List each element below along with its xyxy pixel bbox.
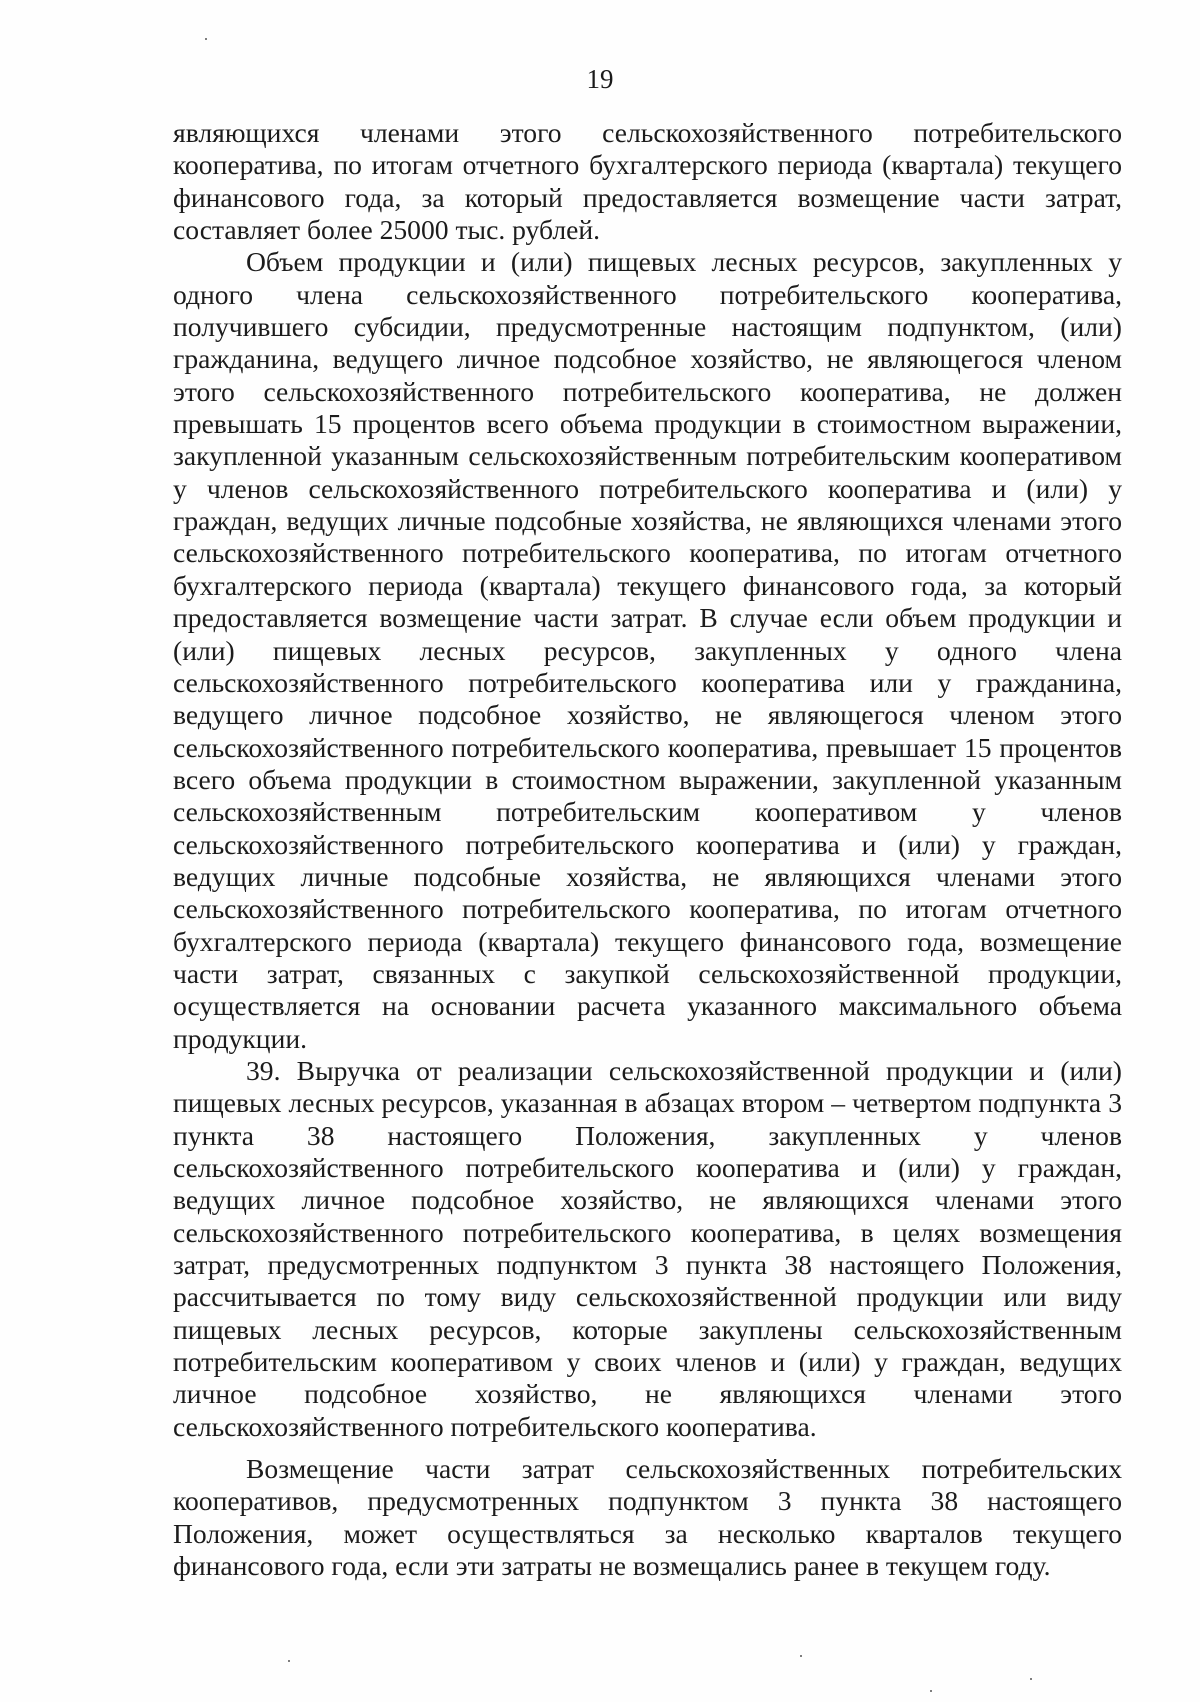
scan-speck [930,1690,932,1692]
paragraph-reimbursement: Возмещение части затрат сельскохозяйственных потребительских кооперативов, предусмотренных подпунктом 3 пункта 38 настоящего Положения, может осуществляться за несколько кварталов текущего финансового года, если эти затраты не возмещались ранее в текущем году. [173,1453,1122,1582]
scan-speck [1030,1678,1032,1680]
scan-speck [205,38,207,40]
paragraph-purchase-volume: Объем продукции и (или) пищевых лесных ресурсов, закупленных у одного члена сельскохозяйственного потребительского кооператива, получившего субсидии, предусмотренные настоящим подпунктом, (или) гражданина, ведущего личное подсобное хозяйство, не являющегося членом этого сельскохозяйственного потребительского кооператива, не должен превышать 15 процентов всего объема продукции в стоимостном выражении, закупленной указанным сельскохозяйственным потребительским кооперативом у членов сельскохозяйственного потребительского кооператива и (или) у граждан, ведущих личные подсобные хозяйства, не являющихся членами этого сельскохозяйственного потребительского кооператива, по итогам отчетного бухгалтерского периода (квартала) текущего финансового года, за который предоставляется возмещение части затрат. В случае если объем продукции и (или) пищевых лесных ресурсов, закупленных у одного члена сельскохозяйственного потребительского кооператива или у гражданина, ведущего личное подсобное хозяйство, не являющегося членом этого сельскохозяйственного потребительского кооператива, превышает 15 процентов всего объема продукции в стоимостном выражении, закупленной указанным сельскохозяйственным потребительским кооперативом у членов сельскохозяйственного потребительского кооператива и (или) у граждан, ведущих личные подсобные хозяйства, не являющихся членами этого сельскохозяйственного потребительского кооператива, по итогам отчетного бухгалтерского периода (квартала) текущего финансового года, возмещение части затрат, связанных с закупкой сельскохозяйственной продукции, осуществляется на основании расчета указанного максимального объема продукции. [173,246,1122,1054]
page-number: 19 [586,64,614,94]
scan-speck [800,1655,802,1657]
paragraph-item-39: 39. Выручка от реализации сельскохозяйственной продукции и (или) пищевых лесных ресурсов, указанная в абзацах втором – четвертом подпункта 3 пункта 38 настоящего Положения, закупленных у членов сельскохозяйственного потребительского кооператива и (или) у граждан, ведущих личное подсобное хозяйство, не являющихся членами этого сельскохозяйственного потребительского кооператива, в целях возмещения затрат, предусмотренных подпунктом 3 пункта 38 настоящего Положения, рассчитывается по тому виду сельскохозяйственной продукции или виду пищевых лесных ресурсов, которые закуплены сельскохозяйственным потребительским кооперативом у своих членов и (или) у граждан, ведущих личное подсобное хозяйство, не являющихся членами этого сельскохозяйственного потребительского кооператива. [173,1054,1122,1442]
scan-speck [288,1660,290,1662]
paragraph-continuation: являющихся членами этого сельскохозяйственного потребительского кооператива, по итогам отчетного бухгалтерского периода (квартала) текущего финансового года, за который предоставляется возмещение части затрат, составляет более 25000 тыс. рублей. [173,117,1122,246]
document-body [173,117,1122,1582]
